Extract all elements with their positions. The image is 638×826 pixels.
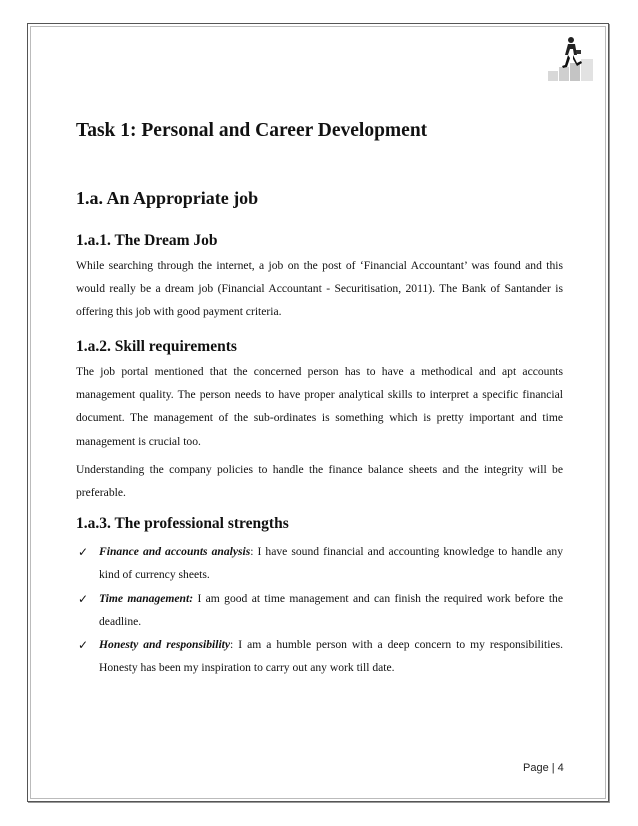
strength-title: Honesty and responsibility — [99, 638, 231, 651]
checkmark-icon: ✓ — [78, 638, 89, 652]
strength-item-honesty — [99, 633, 563, 679]
businessman-stairs-logo-icon — [546, 33, 596, 83]
strengths-heading: 1.a.3. The professional strengths — [76, 515, 289, 532]
skills-paragraph-2: Understanding the company policies to handle the finance balance sheets and the integrity will be preferable. — [76, 463, 563, 500]
strength-separator: : — [230, 638, 234, 651]
strength-item-time — [99, 587, 563, 633]
dream-job-paragraph: While searching through the internet, a job on the post of ‘Financial Accountant’ was found and this would really be a dream job (Financial Accountant - Securitisation, 2011). The Bank of Santander is offering this job with good payment criteria. — [76, 259, 563, 319]
skills-paragraph-1: The job portal mentioned that the concerned person has to have a methodical and apt accounts management quality. The person needs to have proper analytical skills to interpret a specific financial document. The management of the sub-ordinates is something which is pretty important and time management is crucial too. — [76, 365, 563, 448]
strength-title: Finance and accounts analysis — [99, 545, 251, 558]
skills-heading: 1.a.2. Skill requirements — [76, 338, 237, 355]
strength-title: Time management: — [99, 592, 194, 605]
task-heading: Task 1: Personal and Career Development — [76, 120, 428, 141]
page-number: Page | 4 — [523, 762, 564, 774]
checkmark-icon: ✓ — [78, 592, 89, 606]
strength-item-finance — [99, 540, 563, 586]
strength-separator: : — [250, 545, 254, 558]
section-heading: 1.a. An Appropriate job — [76, 188, 259, 208]
strength-text: I have sound financial and accounting knowledge to handle any kind of currency sheets. — [99, 545, 564, 582]
strength-text: I am good at time management and can finish the required work before the deadline. — [99, 592, 563, 629]
strength-text: I am a humble person with a deep concern to my responsibilities. Honesty has been my inspiration to carry out any work till date. — [99, 638, 564, 675]
dream-job-heading: 1.a.1. The Dream Job — [76, 232, 218, 249]
checkmark-icon: ✓ — [78, 545, 89, 559]
